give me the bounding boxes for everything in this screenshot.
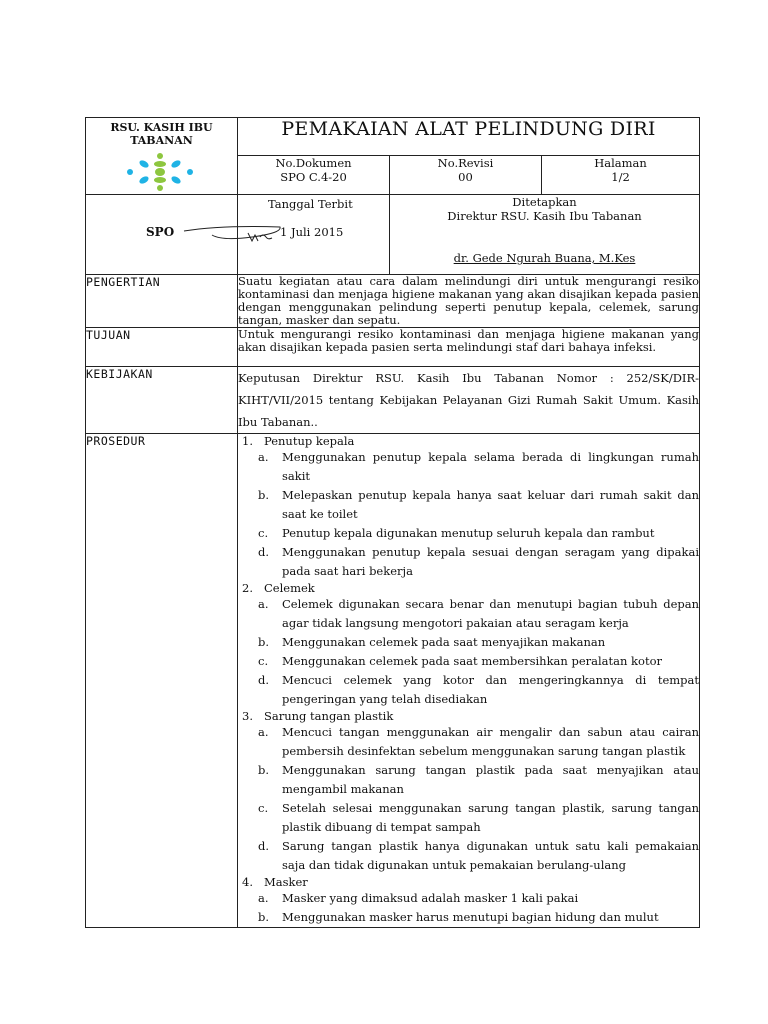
item-letter: d. xyxy=(258,545,270,559)
spo-label: SPO xyxy=(146,225,175,239)
item-text: Sarung tangan plastik hanya digunakan untuk satu kali pemakaian saja dan tidak digunakan untuk pemakaian berulang-ulang xyxy=(282,839,700,872)
section-number: 1. xyxy=(242,434,253,448)
prosedur-item xyxy=(258,837,699,875)
item-letter: c. xyxy=(258,654,269,668)
hospital-name: RSU. KASIH IBU TABANAN xyxy=(110,121,213,147)
item-letter: a. xyxy=(258,450,269,464)
hospital-logo-icon xyxy=(126,152,194,192)
prosedur-content xyxy=(238,434,700,928)
prosedur-item xyxy=(258,543,699,581)
section-title: Sarung tangan plastik xyxy=(264,709,394,723)
ditetapkan-cell xyxy=(390,195,700,275)
item-text: Celemek digunakan secara benar dan menutupi bagian tubuh depan agar tidak langsung mengotori pakaian atau seragam kerja xyxy=(282,597,700,630)
tanggal-terbit-cell xyxy=(238,195,390,275)
section-number: 3. xyxy=(242,709,253,723)
no-revisi-cell xyxy=(390,155,542,194)
item-letter: b. xyxy=(258,488,270,502)
item-text: Menggunakan masker harus menutupi bagian hidung dan mulut xyxy=(282,910,659,924)
item-text: Setelah selesai menggunakan sarung tangan plastik, sarung tangan plastik dibuang di tempat sampah xyxy=(282,801,700,834)
section-number: 4. xyxy=(242,875,253,889)
no-revisi-label: No.Revisi xyxy=(437,155,494,170)
section-number: 2. xyxy=(242,581,253,595)
section-title: Masker xyxy=(264,875,308,889)
item-letter: b. xyxy=(258,763,270,777)
kebijakan-text: Keputusan Direktur RSU. Kasih Ibu Tabanan Nomor : 252/SK/DIR-KIHT/VII/2015 tentang Kebijakan Pelayanan Gizi Rumah Sakit Umum. Kasih Ibu Tabanan.. xyxy=(238,367,700,434)
prosedur-item xyxy=(258,486,699,524)
item-text: Menggunakan celemek pada saat menyajikan makanan xyxy=(282,635,606,649)
item-letter: c. xyxy=(258,526,269,540)
prosedur-item xyxy=(258,723,699,761)
prosedur-item xyxy=(258,595,699,633)
tanggal-terbit-label: Tanggal Terbit xyxy=(268,197,353,211)
halaman-value: 1/2 xyxy=(611,169,630,184)
item-letter: b. xyxy=(258,635,270,649)
tanggal-terbit-value: 1 Juli 2015 xyxy=(280,225,344,239)
direktur-name: dr. Gede Ngurah Buana, M.Kes xyxy=(453,251,636,265)
item-text: Penutup kepala digunakan menutup seluruh kepala dan rambut xyxy=(282,526,655,540)
no-dokumen-label: No.Dokumen xyxy=(275,155,352,170)
prosedur-item xyxy=(258,652,699,671)
item-letter: d. xyxy=(258,673,270,687)
item-text: Menggunakan penutup kepala selama berada di lingkungan rumah sakit xyxy=(282,450,700,483)
prosedur-item xyxy=(258,799,699,837)
kebijakan-label: KEBIJAKAN xyxy=(86,367,238,434)
tujuan-text: Untuk mengurangi resiko kontaminasi dan menjaga higiene makanan yang akan disajikan kepada pasien serta melindungi staf dari bahaya infeksi. xyxy=(238,328,700,367)
prosedur-item xyxy=(258,524,699,543)
item-letter: a. xyxy=(258,725,269,739)
no-revisi-value: 00 xyxy=(458,169,473,184)
prosedur-section-heading xyxy=(242,434,699,448)
document-title: PEMAKAIAN ALAT PELINDUNG DIRI xyxy=(238,118,700,156)
prosedur-item xyxy=(258,889,699,908)
item-text: Mencuci tangan menggunakan air mengalir dan sabun atau cairan pembersih desinfektan sebelum menggunakan sarung tangan plastik xyxy=(282,725,700,758)
pengertian-label: PENGERTIAN xyxy=(86,275,238,328)
item-letter: a. xyxy=(258,891,269,905)
item-letter: d. xyxy=(258,839,270,853)
prosedur-item xyxy=(258,908,699,927)
no-dokumen-value: SPO C.4-20 xyxy=(280,169,347,184)
item-text: Menggunakan penutup kepala sesuai dengan seragam yang dipakai pada saat hari bekerja xyxy=(282,545,700,578)
prosedur-item xyxy=(258,633,699,652)
prosedur-section-heading xyxy=(242,709,699,723)
no-dokumen-cell xyxy=(238,155,390,194)
ditetapkan-label: Ditetapkan xyxy=(512,195,577,209)
section-title: Celemek xyxy=(264,581,315,595)
item-text: Melepaskan penutup kepala hanya saat keluar dari rumah sakit dan saat ke toilet xyxy=(282,488,700,521)
prosedur-item xyxy=(258,448,699,486)
pengertian-text: Suatu kegiatan atau cara dalam melindungi diri untuk mengurangi resiko kontaminasi dan menjaga higiene makanan yang akan disajikan kepada pasien dengan menggunakan pelindung seperti penutup kepala, celemek, sarung tangan, masker dan sepatu. xyxy=(238,274,700,327)
prosedur-label: PROSEDUR xyxy=(86,434,238,928)
item-text: Mencuci celemek yang kotor dan mengeringkannya di tempat pengeringan yang telah disediakan xyxy=(282,673,700,706)
signature-mark-icon xyxy=(182,219,282,249)
prosedur-item xyxy=(258,761,699,799)
item-text: Menggunakan sarung tangan plastik pada saat menyajikan atau mengambil makanan xyxy=(282,763,700,796)
prosedur-item xyxy=(258,671,699,709)
item-letter: a. xyxy=(258,597,269,611)
direktur-title: Direktur RSU. Kasih Ibu Tabanan xyxy=(447,209,642,223)
item-text: Menggunakan celemek pada saat membersihkan peralatan kotor xyxy=(282,654,662,668)
prosedur-section-heading xyxy=(242,875,699,889)
prosedur-list xyxy=(238,434,699,927)
tujuan-label: TUJUAN xyxy=(86,328,238,367)
item-letter: c. xyxy=(258,801,269,815)
halaman-cell xyxy=(542,155,700,194)
spo-document-table xyxy=(85,117,700,928)
item-letter: b. xyxy=(258,910,270,924)
item-text: Masker yang dimaksud adalah masker 1 kali pakai xyxy=(282,891,579,905)
prosedur-section-heading xyxy=(242,581,699,595)
halaman-label: Halaman xyxy=(594,155,647,170)
hospital-header-cell xyxy=(86,118,238,195)
section-title: Penutup kepala xyxy=(264,434,355,448)
